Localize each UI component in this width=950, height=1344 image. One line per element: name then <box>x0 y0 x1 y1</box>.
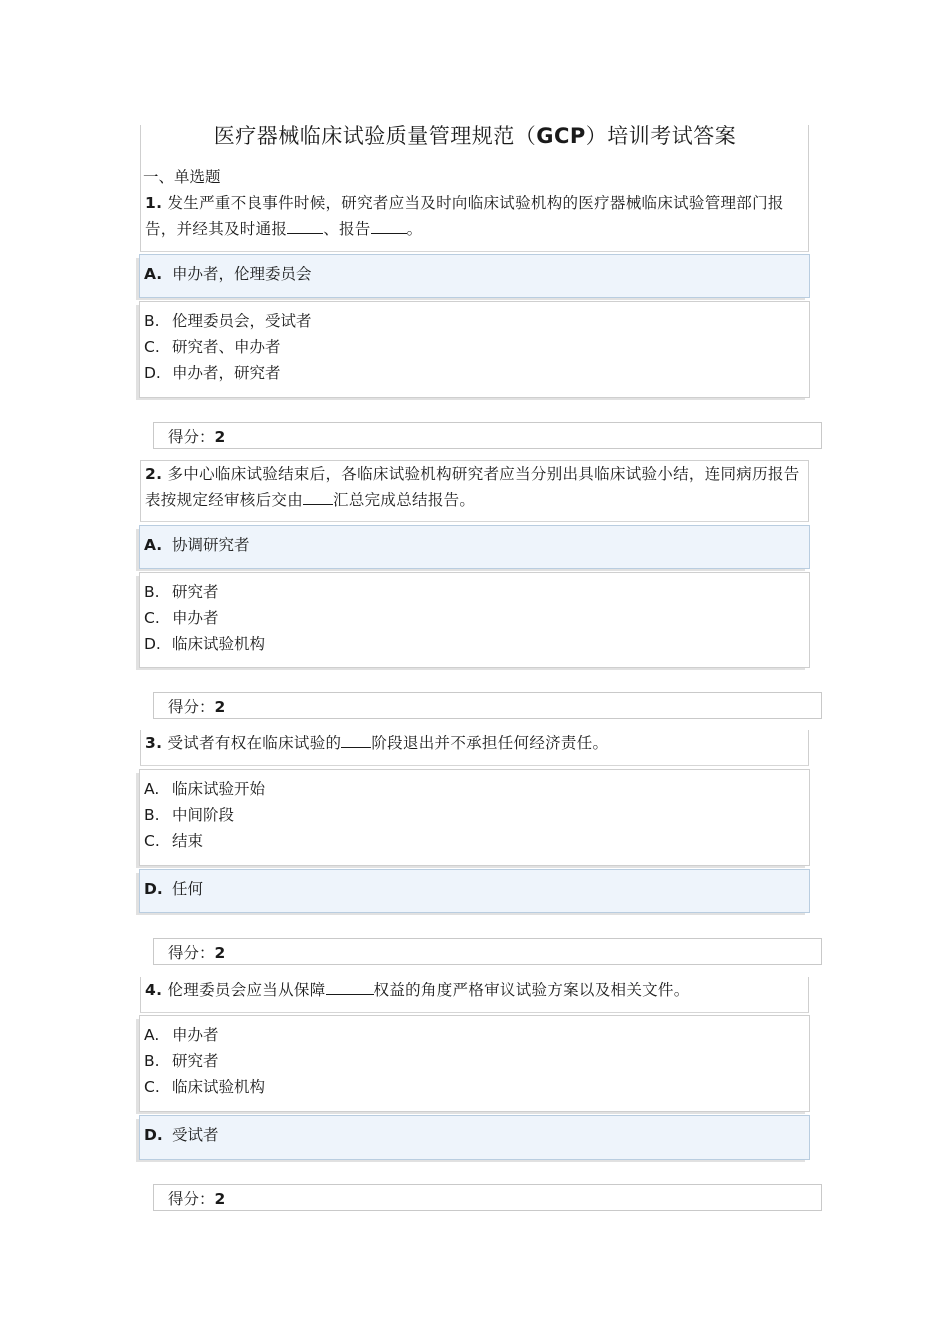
frame-right <box>808 125 809 195</box>
option-group[interactable]: B. 研究者 C. 申办者 D. 临床试验机构 <box>139 572 810 668</box>
frame-left <box>140 125 141 195</box>
option-correct[interactable]: D. 任何 <box>139 869 810 913</box>
page-title: 医疗器械临床试验质量管理规范（GCP）培训考试答案 <box>213 124 737 148</box>
question-2: 2. 多中心临床试验结束后，各临床试验机构研究者应当分别出具临床试验小结，连同病历报告表按规定经审核后交由 汇总完成总结报告。 <box>140 460 809 522</box>
option-correct[interactable]: D. 受试者 <box>139 1115 810 1160</box>
score-box: 得分：2 <box>153 422 822 449</box>
option-correct[interactable]: A. 协调研究者 <box>139 525 810 569</box>
score-box: 得分：2 <box>153 938 822 965</box>
answer-blank <box>287 217 323 234</box>
answer-blank <box>326 978 374 995</box>
option-correct[interactable]: A. 申办者，伦理委员会 <box>139 254 810 298</box>
answer-blank <box>371 217 407 234</box>
section-heading: 一、单选题 <box>143 168 221 186</box>
option-group[interactable]: B. 伦理委员会，受试者 C. 研究者、申办者 D. 申办者，研究者 <box>139 301 810 398</box>
score-box: 得分：2 <box>153 1184 822 1211</box>
option-group[interactable]: A. 申办者 B. 研究者 C. 临床试验机构 <box>139 1015 810 1112</box>
score-box: 得分：2 <box>153 692 822 719</box>
question-4: 4. 伦理委员会应当从保障 权益的角度严格审议试验方案以及相关文件。 <box>140 977 809 1013</box>
answer-blank <box>341 731 371 748</box>
question-1: 1. 发生严重不良事件时候，研究者应当及时向临床试验机构的医疗器械临床试验管理部门报告，并经其及时通报 、报告 。 <box>140 190 809 252</box>
answer-blank <box>303 488 333 505</box>
option-group[interactable]: A. 临床试验开始 B. 中间阶段 C. 结束 <box>139 769 810 866</box>
question-3: 3. 受试者有权在临床试验的 阶段退出并不承担任何经济责任。 <box>140 730 809 766</box>
